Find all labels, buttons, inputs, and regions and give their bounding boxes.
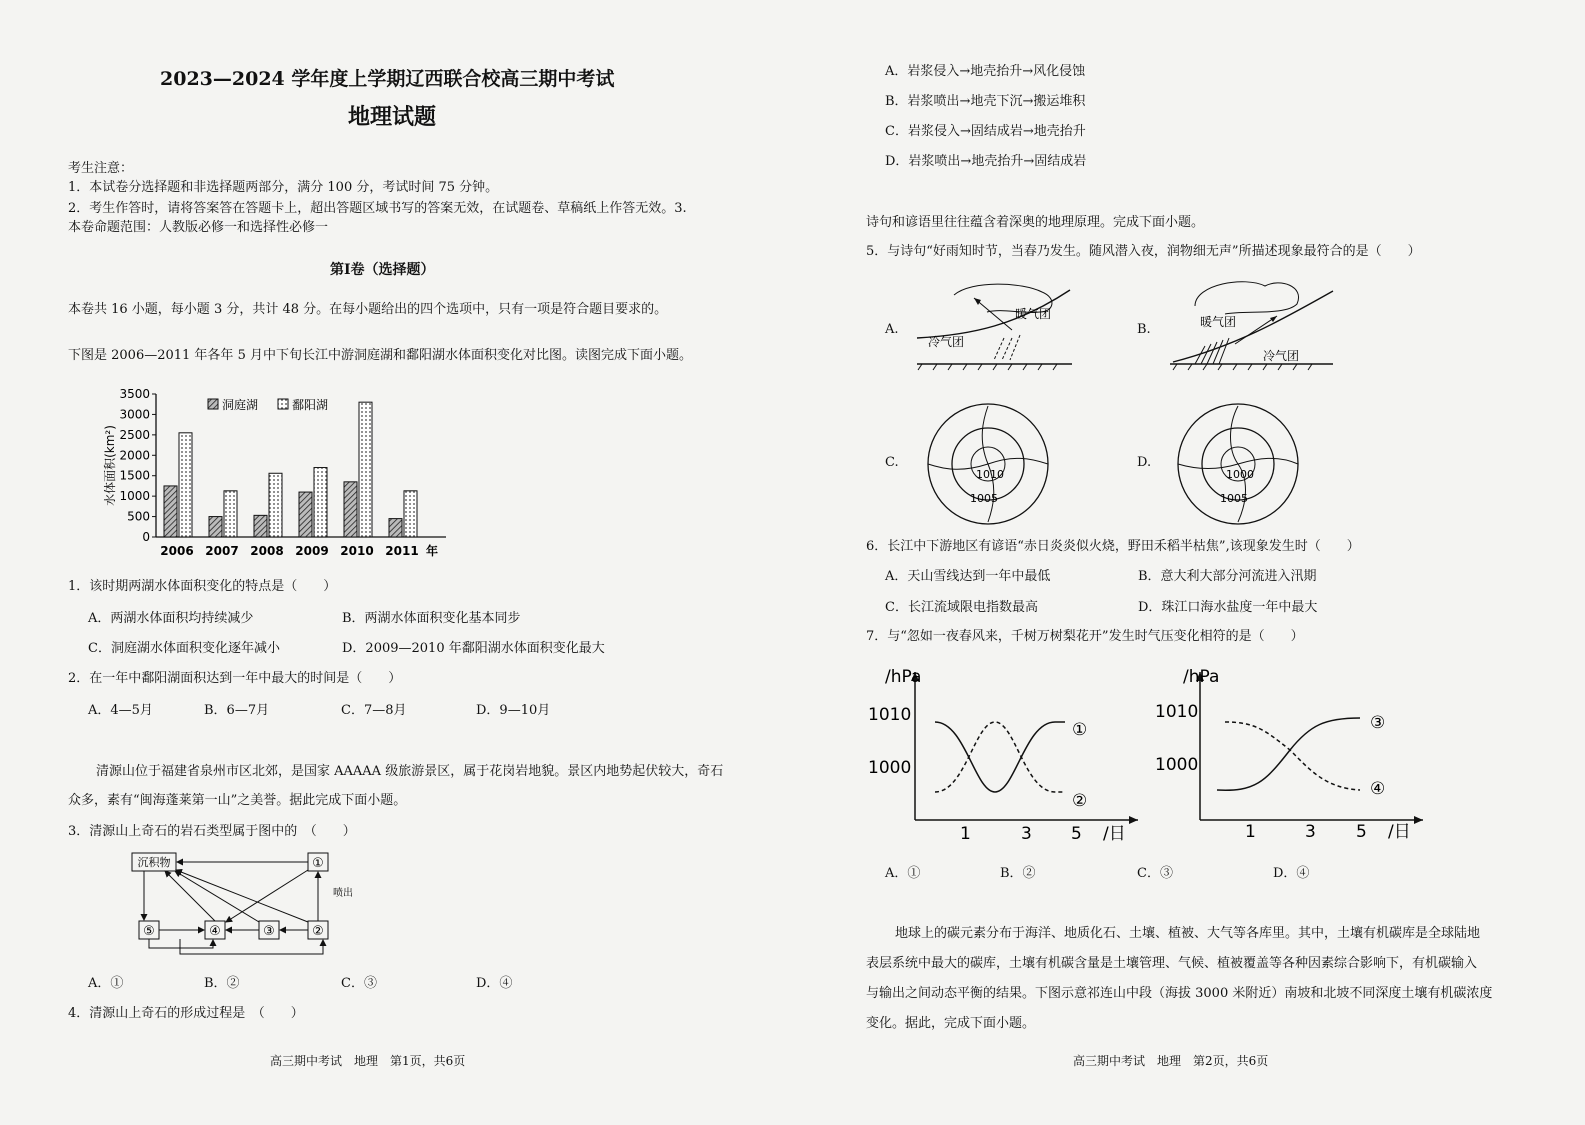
- x-tick-label: 2006: [160, 544, 194, 558]
- y-tick-label: 3000: [119, 407, 150, 422]
- sediment-label: 沉积物: [137, 856, 171, 869]
- bar-poyang-2009: [314, 468, 327, 537]
- right-page: [800, 0, 1585, 1125]
- q4-option-a[interactable]: A．岩浆侵入→地壳抬升→风化侵蚀: [885, 64, 1086, 79]
- passage-4-line-1: 地球上的碳元素分布于海洋、地质化石、土壤、植被、大气等各库里。其中，土壤有机碳库是全球陆地: [895, 926, 1481, 941]
- q1-option-a[interactable]: A．两湖水体面积均持续减少: [88, 611, 254, 626]
- chart-l-x3: 3: [1021, 824, 1032, 844]
- front-b-cold-label: 冷气团: [1263, 349, 1300, 363]
- q1-stem: 1．该时期两湖水体面积变化的特点是（ ）: [68, 579, 337, 594]
- q5-stem: 5．与诗句“好雨知时节，当春乃发生。随风潜入夜，润物细无声”所描述现象最符合的是（ ）: [866, 244, 1421, 259]
- isobar-d-outer: 1005: [1220, 492, 1248, 505]
- isobar-c-outer: 1005: [970, 492, 998, 505]
- x-unit-label: 年: [426, 544, 439, 558]
- bar-poyang-2006: [179, 433, 192, 537]
- left-page: [0, 0, 790, 1125]
- bar-poyang-2011: [404, 491, 417, 537]
- q7-stem: 7．与“忽如一夜春风来，千树万树梨花开”发生时气压变化相符的是（ ）: [866, 629, 1304, 644]
- isobar-d-inner: 1000: [1226, 468, 1254, 481]
- chart-r-unit: /hPa: [1183, 667, 1220, 687]
- rock-cycle-arrows: [144, 862, 323, 954]
- front-diagram-a: [912, 280, 1080, 375]
- passage-2-line-1: 清源山位于福建省泉州市区北郊，是国家 AAAAA 级旅游景区，属于花岗岩地貌。景区内地势起伏较大，奇石: [96, 764, 724, 779]
- y-tick-label: 500: [127, 509, 150, 524]
- bar-poyang-2007: [224, 491, 237, 537]
- q2-option-b[interactable]: B．6—7月: [204, 703, 270, 718]
- q4-option-b[interactable]: B．岩浆喷出→地壳下沉→搬运堆积: [885, 94, 1086, 109]
- y-tick-label: 3500: [119, 387, 150, 401]
- notice-line-2: 2．考生作答时，请将答案答在答题卡上，超出答题区域书写的答案无效，在试题卷、草稿纸上作答无效。3.: [68, 201, 687, 216]
- lake-area-chart: [68, 378, 468, 563]
- x-tick-label: 2007: [205, 544, 239, 558]
- q5-option-b[interactable]: B.: [1137, 322, 1151, 337]
- bar-dongting-2007: [209, 517, 222, 537]
- bar-poyang-2008: [269, 473, 282, 537]
- q4-option-c[interactable]: C．岩浆侵入→固结成岩→地壳抬升: [885, 124, 1086, 139]
- pressure-chart-right: [1145, 660, 1430, 845]
- q1-option-b[interactable]: B．两湖水体面积变化基本同步: [342, 611, 521, 626]
- rock-label-1: ①: [312, 856, 324, 871]
- curve-4: [1225, 722, 1360, 790]
- passage-4-line-2: 表层系统中最大的碳库，土壤有机碳含量是土壤管理、气候、植被覆盖等各种因素综合影响下，有机碳输入: [866, 956, 1478, 971]
- q6-option-d[interactable]: D．珠江口海水盐度一年中最大: [1138, 600, 1318, 615]
- q4-stem: 4．清源山上奇石的形成过程是 （ ）: [68, 1006, 304, 1021]
- q3-option-b[interactable]: B．②: [204, 976, 240, 991]
- chart-r-1010: 1010: [1155, 702, 1199, 722]
- footer-left: 高三期中考试 地理 第1页，共6页: [270, 1054, 466, 1068]
- q5-option-a[interactable]: A.: [885, 322, 899, 337]
- q7-option-c[interactable]: C．③: [1137, 866, 1173, 881]
- q2-stem: 2．在一年中鄱阳湖面积达到一年中最大的时间是（ ）: [68, 671, 402, 686]
- notice-heading: 考生注意：: [68, 161, 134, 176]
- chart-r-x5: 5: [1356, 822, 1367, 842]
- rock-cycle-diagram: [125, 848, 353, 963]
- legend-swatch: [208, 399, 218, 409]
- q2-option-a[interactable]: A．4—5月: [88, 703, 153, 718]
- chart-r-x1: 1: [1245, 822, 1256, 842]
- curve-3: [1217, 718, 1360, 790]
- chart-l-x1: 1: [960, 824, 971, 844]
- front-b-warm-label: 暖气团: [1200, 315, 1237, 329]
- curve-2-label: ②: [1072, 791, 1088, 811]
- curve-3-label: ③: [1370, 713, 1386, 733]
- curve-4-label: ④: [1370, 779, 1386, 799]
- q2-option-d[interactable]: D．9—10月: [476, 703, 551, 718]
- q6-option-a[interactable]: A．天山雪线达到一年中最低: [885, 569, 1051, 584]
- chart-r-xunit: /日: [1388, 822, 1411, 842]
- legend-swatch: [278, 399, 288, 409]
- part1-title: 第Ⅰ卷（选择题）: [330, 262, 435, 278]
- q6-option-b[interactable]: B．意大利大部分河流进入汛期: [1138, 569, 1317, 584]
- rock-label-2: ②: [312, 924, 324, 939]
- chart-l-x5: 5: [1071, 824, 1082, 844]
- passage-4-line-4: 变化。据此，完成下面小题。: [866, 1016, 1036, 1031]
- footer-right: 高三期中考试 地理 第2页，共6页: [1073, 1054, 1269, 1068]
- q7-option-a[interactable]: A．①: [885, 866, 921, 881]
- q7-option-d[interactable]: D．④: [1273, 866, 1310, 881]
- front-a-cold-label: 冷气团: [928, 335, 965, 349]
- y-axis-label: 水体面积(km²): [103, 425, 117, 506]
- chart-l-1000: 1000: [868, 758, 912, 778]
- q2-option-c[interactable]: C．7—8月: [341, 703, 407, 718]
- exam-title: 2023—2024 学年度上学期辽西联合校高三期中考试: [160, 68, 615, 90]
- passage-2-line-2: 众多，素有“闽海蓬莱第一山”之美誉。据此完成下面小题。: [68, 793, 407, 808]
- notice-line-3: 本卷命题范围：人教版必修一和选择性必修一: [68, 220, 329, 235]
- chart-l-xunit: /日: [1103, 824, 1126, 844]
- rock-label-4: ④: [209, 924, 221, 939]
- q5-option-d[interactable]: D.: [1137, 455, 1152, 470]
- q7-option-b[interactable]: B．②: [1000, 866, 1036, 881]
- q6-stem: 6．长江中下游地区有谚语“赤日炎炎似火烧，野田禾稻半枯焦”,该现象发生时（ ）: [866, 539, 1360, 554]
- y-tick-label: 1500: [119, 468, 150, 483]
- y-tick-label: 1000: [119, 489, 150, 504]
- x-tick-label: 2009: [295, 544, 329, 558]
- chart-r-x3: 3: [1305, 822, 1316, 842]
- bar-dongting-2006: [164, 486, 177, 537]
- notice-line-1: 1．本试卷分选择题和非选择题两部分，满分 100 分，考试时间 75 分钟。: [68, 180, 499, 195]
- pressure-chart-left: [860, 660, 1145, 845]
- x-tick-label: 2011: [385, 544, 419, 558]
- legend-label: 洞庭湖: [222, 398, 259, 412]
- front-a-warm-label: 暖气团: [1015, 307, 1052, 321]
- q5-option-c[interactable]: C.: [885, 455, 899, 470]
- q1-option-d[interactable]: D．2009—2010 年鄱阳湖水体面积变化最大: [342, 641, 605, 656]
- isobar-diagram-c: [918, 400, 1058, 528]
- rock-label-5: ⑤: [143, 924, 155, 939]
- bar-dongting-2009: [299, 492, 312, 537]
- chart-l-unit: /hPa: [885, 667, 922, 687]
- q6-option-c[interactable]: C．长江流域限电指数最高: [885, 600, 1038, 615]
- y-tick-label: 0: [142, 530, 150, 544]
- passage-1: 下图是 2006—2011 年各年 5 月中下旬长江中游洞庭湖和鄱阳湖水体面积变化对比图。读图完成下面小题。: [68, 348, 692, 363]
- bar-poyang-2010: [359, 402, 372, 537]
- isobar-c-inner: 1010: [976, 468, 1004, 481]
- chart-r-1000: 1000: [1155, 755, 1199, 775]
- q3-option-a[interactable]: A．①: [88, 976, 124, 991]
- isobar-diagram-d: [1168, 400, 1308, 528]
- y-tick-label: 2000: [119, 448, 150, 463]
- q1-option-c[interactable]: C．洞庭湖水体面积变化逐年减小: [88, 641, 280, 656]
- x-tick-label: 2010: [340, 544, 374, 558]
- bar-dongting-2010: [344, 482, 357, 537]
- rock-label-3: ③: [263, 924, 275, 939]
- subject-title: 地理试题: [348, 104, 437, 130]
- bar-dongting-2008: [254, 515, 267, 537]
- curve-1-label: ①: [1072, 720, 1088, 740]
- legend-label: 鄱阳湖: [292, 398, 329, 412]
- passage-3: 诗句和谚语里往往蕴含着深奥的地理原理。完成下面小题。: [866, 215, 1205, 230]
- y-tick-label: 2500: [119, 427, 150, 442]
- passage-4-line-3: 与输出之间动态平衡的结果。下图示意祁连山中段（海拔 3000 米附近）南坡和北坡不同深度土壤有机碳浓度: [866, 986, 1493, 1001]
- q3-option-d[interactable]: D．④: [476, 976, 513, 991]
- front-diagram-b: [1165, 276, 1340, 376]
- x-tick-label: 2008: [250, 544, 284, 558]
- eruption-label: 喷出: [333, 888, 353, 899]
- part1-intro: 本卷共 16 小题，每小题 3 分，共计 48 分。在每小题给出的四个选项中，只有一项是符合题目要求的。: [68, 302, 668, 317]
- q3-stem: 3．清源山上奇石的岩石类型属于图中的 （ ）: [68, 824, 356, 839]
- q3-option-c[interactable]: C．③: [341, 976, 377, 991]
- bar-dongting-2011: [389, 519, 402, 537]
- q4-option-d[interactable]: D．岩浆喷出→地壳抬升→固结成岩: [885, 154, 1087, 169]
- chart-l-1010: 1010: [868, 705, 912, 725]
